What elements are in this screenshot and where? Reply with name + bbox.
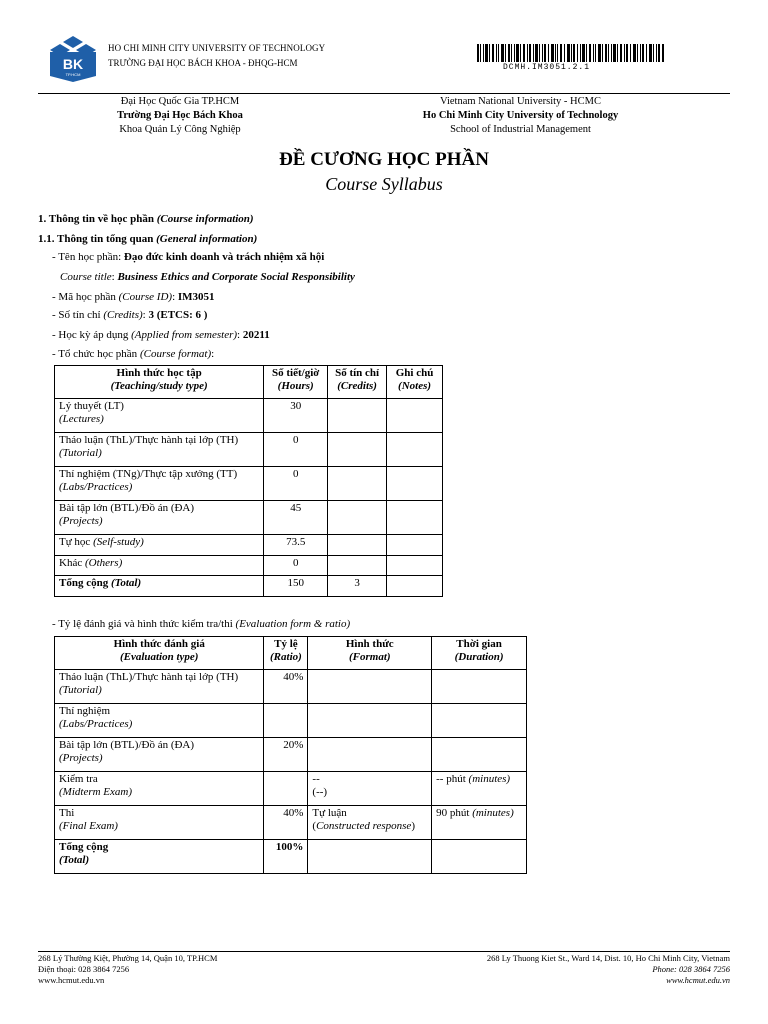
evaluation-table (54, 636, 527, 874)
table-total-row (55, 840, 527, 874)
notes-cell (387, 556, 443, 576)
table-row (55, 399, 443, 433)
table-header-cell: Hình thức đánh giá (Evaluation type) (55, 637, 264, 670)
duration-cell (432, 840, 527, 874)
course-title-line: Course title: Business Ethics and Corporate Social Responsibility (60, 271, 355, 283)
table-row (55, 704, 527, 738)
header-divider (38, 93, 730, 94)
hours-cell: 0 (264, 433, 328, 467)
ratio-cell: 40% (264, 806, 308, 840)
table-row (55, 433, 443, 467)
table-row (55, 535, 443, 556)
table-header-row (55, 366, 443, 399)
course-name-value: Đạo đức kinh doanh và trách nhiệm xã hội (123, 251, 325, 263)
eval-type-cell: Kiểm tra (Midterm Exam) (55, 772, 264, 806)
format-cell (308, 738, 432, 772)
type-cell: Bài tập lớn (BTL)/Đồ án (ĐA) (Projects) (55, 501, 264, 535)
credits-cell (328, 467, 387, 501)
duration-cell: -- phút (minutes) (432, 772, 527, 806)
duration-cell (432, 670, 527, 704)
course-title-value: Business Ethics and Corporate Social Responsibility (117, 271, 355, 283)
table-row (55, 670, 527, 704)
ratio-cell: 100% (264, 840, 308, 874)
course-format-line: - Tổ chức học phần (Course format): (52, 348, 215, 360)
format-cell (308, 840, 432, 874)
notes-cell (387, 576, 443, 597)
notes-cell (387, 501, 443, 535)
document-title-en: Course Syllabus (325, 174, 443, 194)
footer-divider (38, 951, 730, 952)
teaching-hours-table (54, 365, 443, 597)
course-name-line: - Tên học phần: Đạo đức kinh doanh và trách nhiệm xã hội (52, 251, 325, 263)
table-header-cell: Ghi chú (Notes) (387, 366, 443, 399)
logo-subtext: TP.HCM (65, 72, 81, 77)
ratio-cell (264, 704, 308, 738)
header-right-column (388, 95, 653, 137)
credits-value: 3 (ETCS: 6 ) (148, 309, 208, 321)
duration-cell (432, 738, 527, 772)
table-row (55, 806, 527, 840)
footer-address-vn: 268 Lý Thường Kiệt, Phường 14, Quận 10, TP.HCM (38, 953, 218, 963)
logo-text: BK (62, 56, 84, 72)
type-cell: Thí nghiệm (TNg)/Thực tập xưởng (TT) (Labs/Practices) (55, 467, 264, 501)
footer-phone-en: Phone: 028 3864 7256 (652, 964, 730, 974)
format-cell (308, 670, 432, 704)
section-1-heading: 1. Thông tin về học phần (Course information) (38, 213, 254, 225)
eval-type-cell: Thi (Final Exam) (55, 806, 264, 840)
vnu-name-en: Vietnam National University - HCMC (440, 96, 601, 107)
notes-cell (387, 467, 443, 501)
eval-type-cell: Thảo luận (ThL)/Thực hành tại lớp (TH) (Tutorial) (55, 670, 264, 704)
hours-cell: 45 (264, 501, 328, 535)
course-id-value: IM3051 (177, 291, 215, 303)
table-header-cell: Số tín chỉ (Credits) (328, 366, 387, 399)
vnu-name-vn: Đại Học Quốc Gia TP.HCM (120, 96, 240, 107)
table-header-cell: Số tiết/giờ (Hours) (264, 366, 328, 399)
course-id-line: - Mã học phần (Course ID): IM3051 (52, 291, 215, 303)
format-cell: -- (--) (308, 772, 432, 806)
table-row (55, 772, 527, 806)
table-row (55, 556, 443, 576)
faculty-name-en: School of Industrial Management (450, 124, 591, 135)
ratio-cell: 20% (264, 738, 308, 772)
table-header-cell: Hình thức học tập (Teaching/study type) (55, 366, 264, 399)
footer-left (38, 953, 217, 986)
footer-website-link[interactable]: www.hcmut.edu.vn (38, 975, 105, 985)
footer-right (430, 953, 730, 986)
document-barcode (477, 44, 664, 62)
eval-type-cell: Tổng cộng (Total) (55, 840, 264, 874)
type-cell: Tổng cộng (Total) (55, 576, 264, 597)
footer-phone-vn: Điện thoại: 028 3864 7256 (38, 964, 130, 974)
hours-cell: 73.5 (264, 535, 328, 556)
type-cell: Khác (Others) (55, 556, 264, 576)
faculty-name-vn: Khoa Quản Lý Công Nghiệp (119, 124, 241, 135)
university-full-name-vn: Trường Đại Học Bách Khoa (117, 110, 243, 121)
table-header-cell: Tỷ lệ (Ratio) (264, 637, 308, 670)
evaluation-label: - Tỷ lệ đánh giá và hình thức kiểm tra/thi (Evaluation form & ratio) (52, 618, 351, 630)
semester-value: 20211 (242, 329, 270, 341)
ratio-cell: 40% (264, 670, 308, 704)
credits-cell (328, 556, 387, 576)
hours-cell: 0 (264, 467, 328, 501)
header-left-column (80, 95, 280, 137)
table-total-row (55, 576, 443, 597)
notes-cell (387, 433, 443, 467)
format-cell: Tự luận (Constructed response) (308, 806, 432, 840)
footer-address-en: 268 Ly Thuong Kiet St., Ward 14, Dist. 10, Ho Chi Minh City, Vietnam (486, 953, 730, 963)
table-header-cell: Hình thức (Format) (308, 637, 432, 670)
university-name-vn: TRƯỜNG ĐẠI HỌC BÁCH KHOA - ĐHQG-HCM (108, 58, 298, 68)
table-row (55, 738, 527, 772)
credits-cell (328, 535, 387, 556)
credits-line: - Số tín chỉ (Credits): 3 (ETCS: 6 ) (52, 309, 208, 321)
footer-website-link-en[interactable]: www.hcmut.edu.vn (666, 975, 730, 985)
table-header-row (55, 637, 527, 670)
hours-cell: 150 (264, 576, 328, 597)
notes-cell (387, 535, 443, 556)
university-full-name-en: Ho Chi Minh City University of Technology (422, 110, 619, 121)
university-logo (48, 36, 98, 82)
eval-type-cell: Bài tập lớn (BTL)/Đồ án (ĐA) (Projects) (55, 738, 264, 772)
credits-cell: 3 (328, 576, 387, 597)
university-name-en: HO CHI MINH CITY UNIVERSITY OF TECHNOLOGY (108, 43, 326, 53)
document-title-vn: ĐỀ CƯƠNG HỌC PHẦN (279, 149, 489, 170)
hours-cell: 30 (264, 399, 328, 433)
credits-cell (328, 433, 387, 467)
hours-cell: 0 (264, 556, 328, 576)
table-header-cell: Thời gian (Duration) (432, 637, 527, 670)
type-cell: Tự học (Self-study) (55, 535, 264, 556)
section-1-1-heading: 1.1. Thông tin tổng quan (General information) (38, 233, 258, 245)
duration-cell (432, 704, 527, 738)
table-row (55, 467, 443, 501)
ratio-cell (264, 772, 308, 806)
type-cell: Lý thuyết (LT) (Lectures) (55, 399, 264, 433)
notes-cell (387, 399, 443, 433)
semester-line: - Học kỳ áp dụng (Applied from semester): 20211 (52, 329, 270, 341)
type-cell: Thảo luận (ThL)/Thực hành tại lớp (TH) (Tutorial) (55, 433, 264, 467)
duration-cell: 90 phút (minutes) (432, 806, 527, 840)
eval-type-cell: Thí nghiệm (Labs/Practices) (55, 704, 264, 738)
credits-cell (328, 399, 387, 433)
format-cell (308, 704, 432, 738)
table-row (55, 501, 443, 535)
credits-cell (328, 501, 387, 535)
document-code: DCMH.IM3051.2.1 (503, 63, 591, 72)
